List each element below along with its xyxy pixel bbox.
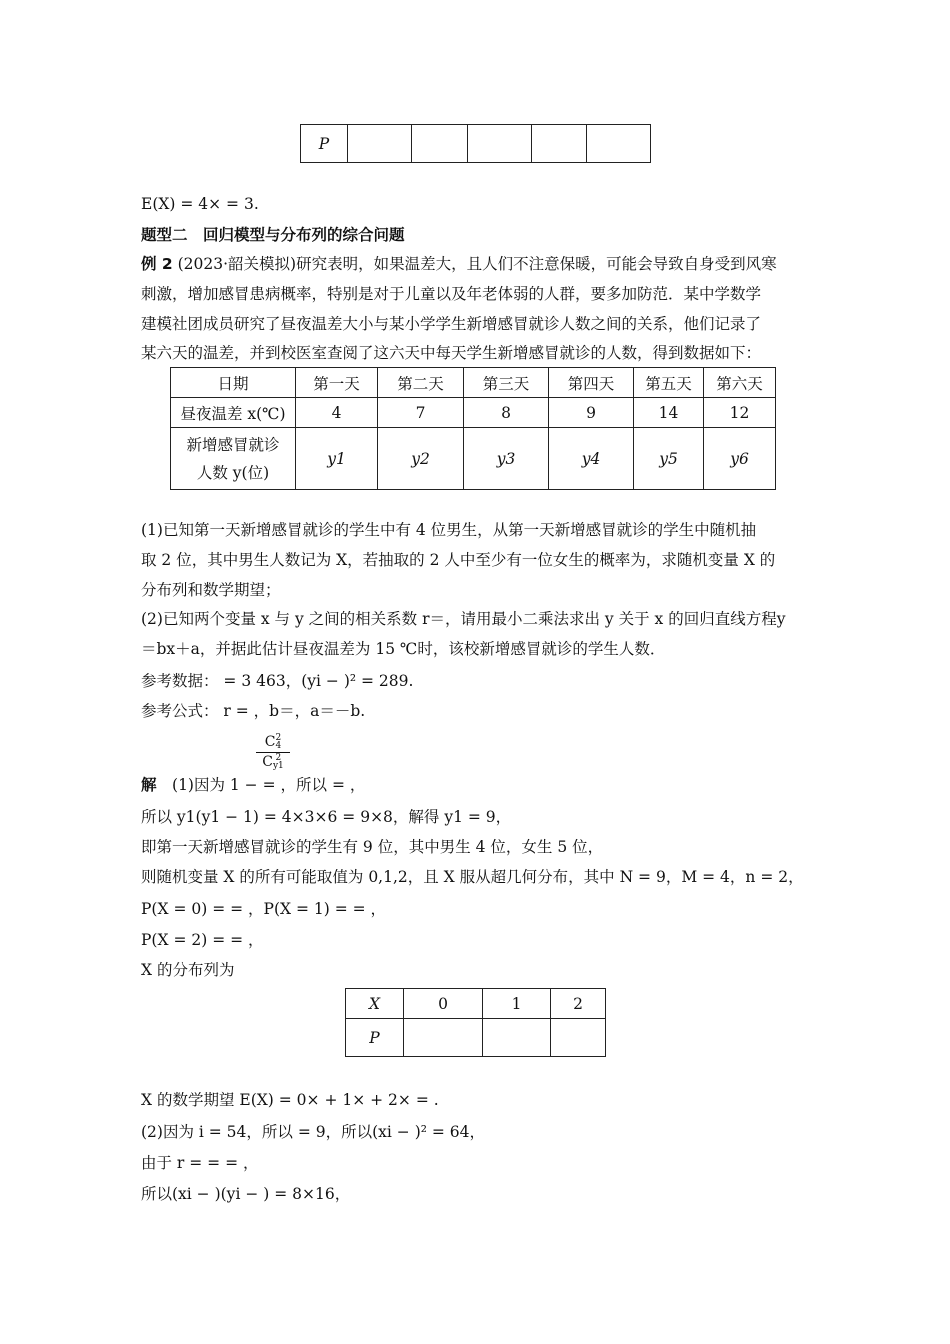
- reference-data: 参考数据： = 3 463，(yi − )² = 289.: [141, 672, 414, 690]
- table-cell: y4: [549, 428, 634, 490]
- solution-line-6: P(X = 2) = = ，: [141, 931, 264, 949]
- table-cell: y6: [704, 428, 776, 490]
- fraction-denominator: C 2 y1: [262, 753, 284, 771]
- example-2-line-1: [141, 253, 777, 275]
- table-header: 2: [551, 989, 606, 1019]
- table-header: 第三天: [464, 368, 549, 398]
- distribution-table: [345, 988, 606, 1057]
- solution-line-5: P(X = 0) = = ，P(X = 1) = = ，: [141, 900, 387, 918]
- solution-line-9: (2)因为 i = 54，所以 = 9，所以(xi − )² = 64，: [141, 1123, 486, 1141]
- expectation-line: E(X) = 4× = 3.: [141, 195, 259, 213]
- top-probability-table: [300, 124, 651, 163]
- table-header: 1: [483, 989, 551, 1019]
- solution-line-1: [141, 774, 365, 796]
- section-title: 题型二 回归模型与分布列的综合问题: [141, 226, 405, 244]
- example-label: 例 2: [141, 255, 173, 273]
- row-label-temperature: 昼夜温差 x(℃): [171, 398, 296, 428]
- example-text: 研究表明，如果温差大，且人们不注意保暖，可能会导致自身受到风寒: [296, 255, 777, 273]
- table-cell: [348, 125, 412, 163]
- table-header: X: [346, 989, 404, 1019]
- table-cell: [483, 1019, 551, 1057]
- p-row-label: P: [346, 1019, 404, 1057]
- table-cell: 14: [634, 398, 704, 428]
- table-cell: y5: [634, 428, 704, 490]
- solution-text: (1)因为 1 − = ，所以 = ，: [156, 776, 366, 794]
- solution-label: 解: [141, 776, 157, 794]
- solution-line-11: 所以(xi − )(yi − ) = 8×16，: [141, 1185, 351, 1203]
- table-header: 0: [404, 989, 483, 1019]
- example-2-line-3: 建模社团成员研究了昼夜温差大小与某小学学生新增感冒就诊人数之间的关系，他们记录了: [141, 315, 762, 333]
- table-header: 第二天: [378, 368, 464, 398]
- question-2-line-2: ＝bx＋a，并据此估计昼夜温差为 15 ℃时，该校新增感冒就诊的学生人数．: [141, 640, 666, 658]
- solution-line-8: X 的数学期望 E(X) = 0× + 1× + 2× = .: [141, 1091, 439, 1109]
- table-cell: [532, 125, 587, 163]
- example-2-line-2: 刺激，增加感冒患病概率，特别是对于儿童以及年老体弱的人群，要多加防范．某中学数学: [141, 285, 762, 303]
- table-cell: [412, 125, 468, 163]
- row-label-cases: [171, 428, 296, 490]
- table-cell: [468, 125, 532, 163]
- row-label-line: 人数 y(位): [196, 463, 270, 482]
- table-cell: 12: [704, 398, 776, 428]
- temperature-data-table: [170, 367, 776, 490]
- table-cell: [587, 125, 651, 163]
- table-header: 日期: [171, 368, 296, 398]
- table-cell: y2: [378, 428, 464, 490]
- question-1-line-3: 分布列和数学期望；: [141, 581, 281, 599]
- question-1-line-1: (1)已知第一天新增感冒就诊的学生中有 4 位男生，从第一天新增感冒就诊的学生中随机抽: [141, 521, 757, 539]
- table-cell: y3: [464, 428, 549, 490]
- p-row-label: P: [301, 125, 348, 163]
- table-header: 第四天: [549, 368, 634, 398]
- fraction-numerator: C 2 4: [256, 734, 290, 753]
- example-source: (2023·韶关模拟): [172, 255, 297, 273]
- table-header: 第五天: [634, 368, 704, 398]
- table-cell: 9: [549, 398, 634, 428]
- example-2-line-4: 某六天的温差，并到校医室查阅了这六天中每天学生新增感冒就诊的人数，得到数据如下：: [141, 344, 762, 362]
- table-header: 第六天: [704, 368, 776, 398]
- table-header: 第一天: [296, 368, 378, 398]
- combination-fraction: [256, 734, 290, 770]
- solution-line-4: 则随机变量 X 的所有可能取值为 0,1,2，且 X 服从超几何分布，其中 N = 9，M = 4，n = 2，: [141, 868, 804, 886]
- table-cell: y1: [296, 428, 378, 490]
- table-cell: 4: [296, 398, 378, 428]
- solution-line-3: 即第一天新增感冒就诊的学生有 9 位，其中男生 4 位，女生 5 位，: [141, 838, 604, 856]
- solution-line-7: X 的分布列为: [141, 961, 235, 979]
- table-cell: 7: [378, 398, 464, 428]
- table-cell: [551, 1019, 606, 1057]
- table-cell: [404, 1019, 483, 1057]
- row-label-line: 新增感冒就诊: [186, 435, 280, 454]
- solution-line-10: 由于 r = = = ，: [141, 1154, 259, 1172]
- table-cell: 8: [464, 398, 549, 428]
- question-2-line-1: (2)已知两个变量 x 与 y 之间的相关系数 r＝，请用最小二乘法求出 y 关于 x 的回归直线方程y: [141, 610, 786, 628]
- reference-formula: 参考公式： r = ，b＝，a＝－b.: [141, 702, 366, 720]
- question-1-line-2: 取 2 位，其中男生人数记为 X，若抽取的 2 人中至少有一位女生的概率为，求随机变量 X 的: [141, 551, 776, 569]
- solution-line-2: 所以 y1(y1 − 1) = 4×3×6 = 9×8，解得 y1 = 9，: [141, 808, 512, 826]
